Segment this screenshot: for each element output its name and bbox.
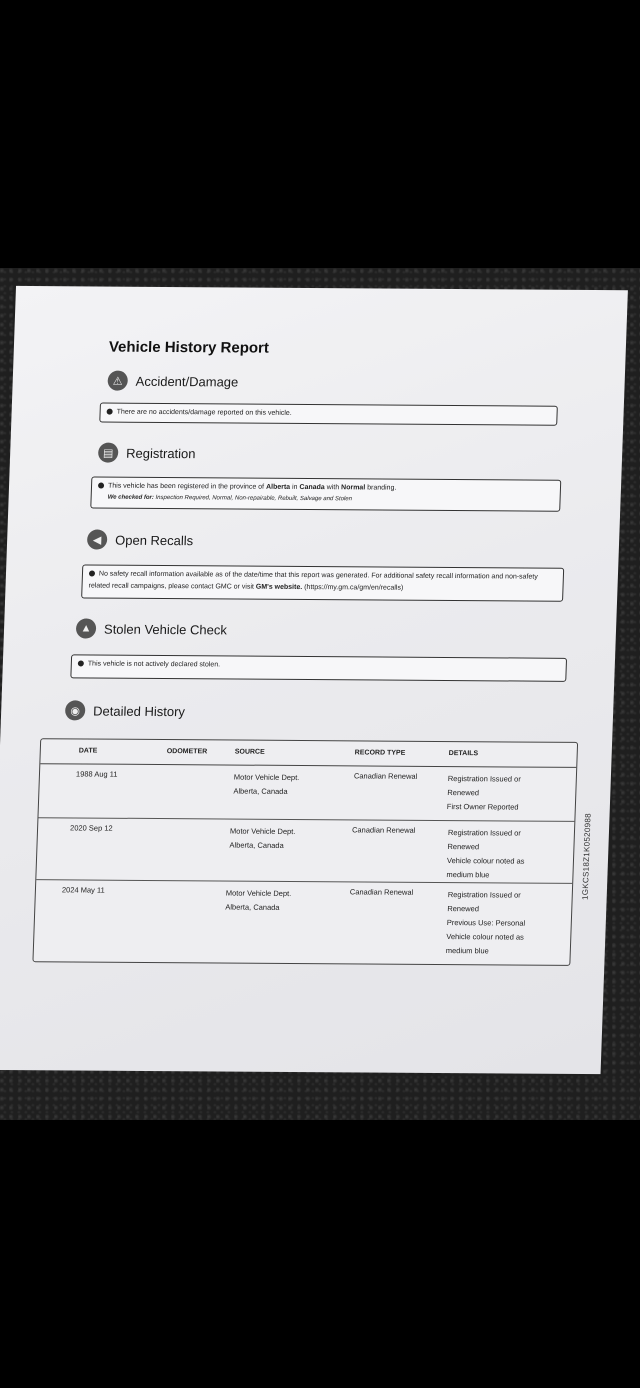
registration-message-in: in (289, 483, 300, 491)
table-row (38, 763, 576, 822)
row-date: 2024 May 11 (61, 885, 105, 895)
checked-for-items: Inspection Required, Normal, Non-repairable, Rebuilt, Salvage and Stolen (153, 494, 353, 503)
vehicle-history-report-page (0, 286, 628, 1074)
detailed-history-heading (65, 700, 185, 721)
row-date: 1988 Aug 11 (75, 769, 118, 779)
stolen-vehicle-title: Stolen Vehicle Check (103, 621, 228, 637)
row-date: 2020 Sep 12 (69, 823, 113, 833)
report-title: Vehicle History Report (108, 338, 270, 357)
accident-damage-heading (107, 371, 238, 392)
registration-message-text: This vehicle has been registered in the province of (107, 482, 267, 491)
open-recalls-message: No safety recall information available as of the date/time that this report was generated. For additional safety recall information and non-safety related recall campaigns, please contact GMC or visit (88, 570, 538, 591)
checked-for-label: We checked for: (107, 494, 154, 501)
stolen-vehicle-heading (76, 618, 228, 639)
history-icon: ◉ (65, 700, 86, 720)
open-recalls-box (81, 564, 564, 601)
vin-number: 1GKCS18Z1K0520988 (580, 813, 593, 901)
header-odometer: ODOMETER (166, 748, 208, 756)
registration-title: Registration (125, 445, 196, 461)
check-circle-icon (98, 483, 104, 489)
table-row (33, 879, 572, 965)
row-record-type: Canadian Renewal (351, 825, 416, 835)
row-record-type: Canadian Renewal (349, 887, 414, 897)
accident-damage-box (99, 403, 558, 426)
stolen-vehicle-message: This vehicle is not actively declared stolen. (87, 660, 221, 669)
gm-website-link[interactable]: GM's website. (255, 583, 303, 591)
stolen-vehicle-box (70, 654, 567, 681)
registration-message-with: with (324, 484, 342, 492)
detailed-history-table (32, 738, 578, 966)
registration-checked-line (107, 492, 553, 505)
open-recalls-heading (87, 529, 194, 550)
row-source: Motor Vehicle Dept. Alberta, Canada (225, 888, 292, 912)
accident-damage-message: There are no accidents/damage reported on this vehicle. (116, 408, 292, 417)
gm-recalls-url: (https://my.gm.ca/gm/en/recalls) (302, 583, 404, 592)
check-circle-icon (78, 661, 84, 667)
header-details: DETAILS (448, 750, 479, 758)
header-record-type: RECORD TYPE (354, 749, 406, 757)
megaphone-icon: ◀ (87, 529, 108, 549)
registration-province: Alberta (265, 483, 291, 491)
table-row (36, 817, 574, 884)
header-date: DATE (78, 747, 98, 755)
row-source: Motor Vehicle Dept. Alberta, Canada (233, 772, 300, 796)
car-crash-icon: ⚠ (107, 371, 128, 391)
alarm-icon: ▲ (76, 618, 97, 638)
registration-country: Canada (299, 483, 325, 492)
check-circle-icon (89, 571, 95, 577)
accident-damage-title: Accident/Damage (135, 373, 239, 389)
registration-message-end: branding. (365, 484, 397, 492)
row-details: Registration Issued or Renewed Vehicle colour noted as medium blue (446, 828, 525, 879)
registration-card-icon: ▤ (98, 443, 119, 463)
row-source: Motor Vehicle Dept. Alberta, Canada (229, 826, 296, 850)
detailed-history-title: Detailed History (92, 703, 186, 719)
registration-branding: Normal (340, 484, 366, 492)
row-details: Registration Issued or Renewed First Owner Reported (446, 774, 521, 812)
header-source: SOURCE (234, 748, 265, 756)
registration-heading (98, 443, 196, 464)
open-recalls-title: Open Recalls (114, 532, 194, 548)
registration-box (90, 476, 561, 511)
row-record-type: Canadian Renewal (353, 771, 418, 781)
check-circle-icon (107, 409, 113, 415)
row-details: Registration Issued or Renewed Previous Use: Personal Vehicle colour noted as medium blue (445, 890, 526, 955)
